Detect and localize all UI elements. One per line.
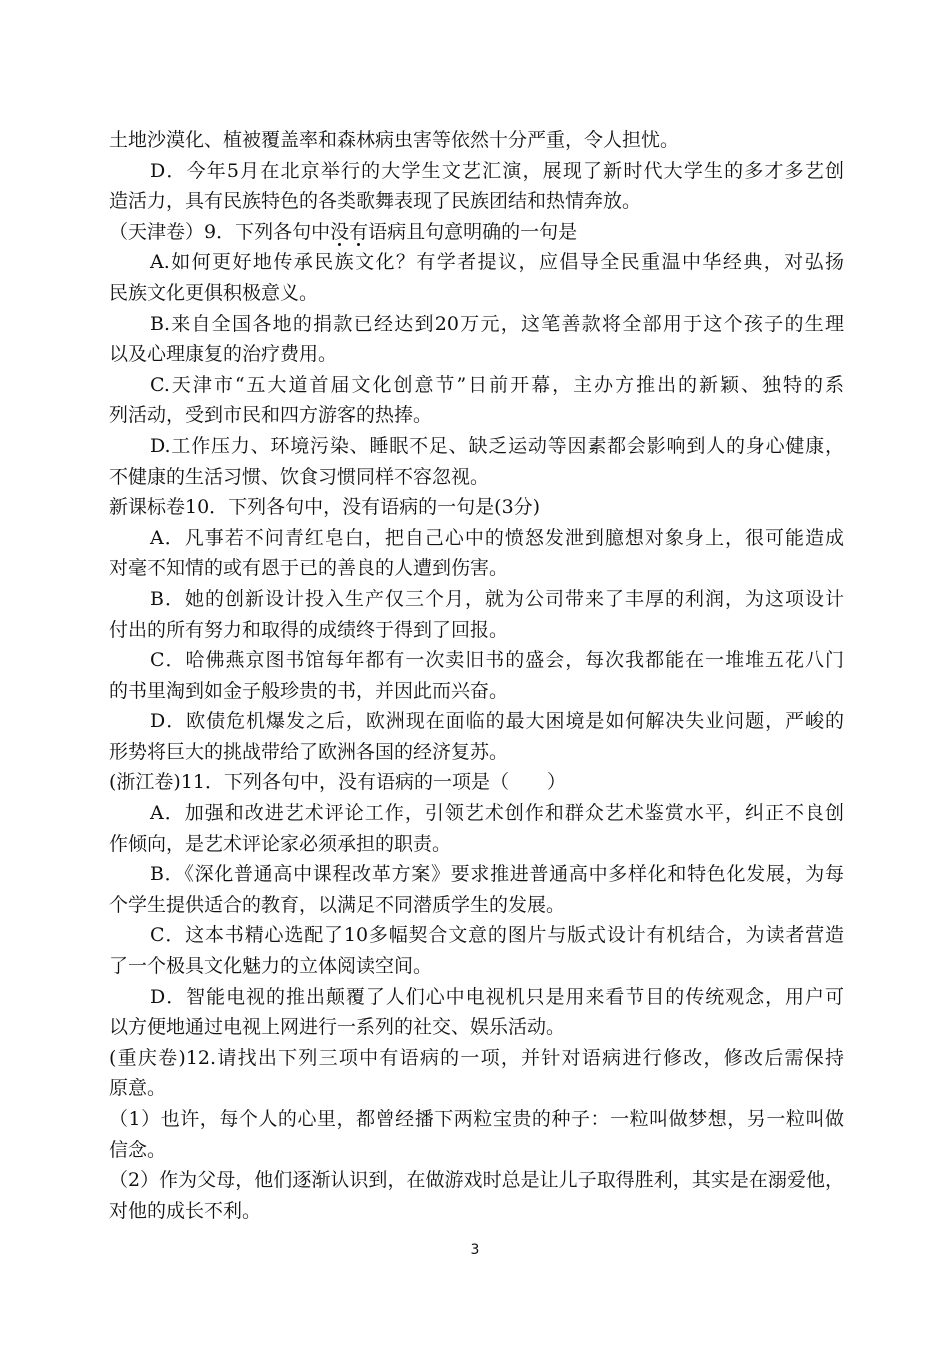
text-line: 以方便地通过电视上网进行一系列的社交、娱乐活动。 bbox=[109, 1016, 566, 1039]
page-number: 3 bbox=[470, 1242, 480, 1258]
text-line: 作倾向，是艺术评论家必须承担的职责。 bbox=[109, 832, 452, 855]
text-line: 列活动，受到市民和四方游客的热捧。 bbox=[109, 404, 433, 427]
text-line: 造活力，具有民族特色的各类歌舞表现了民族团结和热情奔放。 bbox=[109, 190, 642, 213]
text-line: B．她的创新设计投入生产仅三个月，就为公司带来了丰厚的利润，为这项设计 bbox=[150, 587, 844, 610]
text-line: B.来自全国各地的捐款已经达到20万元，这笔善款将全部用于这个孩子的生理 bbox=[150, 312, 844, 335]
text-line: D．今年5月在北京举行的大学生文艺汇演，展现了新时代大学生的多才多艺创 bbox=[150, 159, 844, 182]
text-line: (浙江卷)11．下列各句中，没有语病的一项是（ ） bbox=[109, 771, 567, 794]
text-line: 对他的成长不利。 bbox=[109, 1199, 262, 1222]
text-line: 形势将巨大的挑战带给了欧洲各国的经济复苏。 bbox=[109, 740, 509, 763]
text-line: 以及心理康复的治疗费用。 bbox=[109, 343, 338, 366]
text-line: 原意。 bbox=[109, 1077, 167, 1100]
text-line: (重庆卷)12.请找出下列三项中有语病的一项，并针对语病进行修改，修改后需保持 bbox=[109, 1046, 844, 1069]
text-line: 信念。 bbox=[109, 1138, 167, 1161]
text-line: 土地沙漠化、植被覆盖率和森林病虫害等依然十分严重，令人担忧。 bbox=[109, 129, 680, 151]
text-line: A．凡事若不问青红皂白，把自己心中的愤怒发泄到臆想对象身上，很可能造成 bbox=[150, 526, 844, 549]
text-line: 对毫不知情的或有恩于已的善良的人遭到伤害。 bbox=[109, 557, 509, 580]
text-line: D．智能电视的推出颠覆了人们心中电视机只是用来看节目的传统观念，用户可 bbox=[150, 985, 844, 1008]
text-line: 了一个极具文化魅力的立体阅读空间。 bbox=[109, 955, 433, 978]
text-line: （2）作为父母，他们逐渐认识到，在做游戏时总是让儿子取得胜利，其实是在溺爱他， bbox=[109, 1169, 844, 1192]
text-line: C．哈佛燕京图书馆每年都有一次卖旧书的盛会，每次我都能在一堆堆五花八门 bbox=[150, 649, 844, 672]
text-line: 民族文化更俱积极意义。 bbox=[109, 281, 319, 304]
emphasis-dot-char: 没 bbox=[330, 217, 349, 248]
text-line: A.如何更好地传承民族文化？有学者提议，应倡导全民重温中华经典，对弘扬 bbox=[150, 251, 844, 274]
text-line: 不健康的生活习惯、饮食习惯同样不容忽视。 bbox=[109, 465, 490, 488]
document-body bbox=[109, 125, 844, 1226]
text-line: 新课标卷10．下列各句中，没有语病的一句是(3分) bbox=[109, 496, 541, 519]
text-line: 付出的所有努力和取得的成绩终于得到了回报。 bbox=[109, 618, 509, 641]
text-line: （天津卷）9．下列各句中没有语病且句意明确的一句是 bbox=[109, 217, 844, 248]
text-line: 的书里淘到如金子般珍贵的书，并因此而兴奋。 bbox=[109, 679, 509, 702]
text-line: B．《深化普通高中课程改革方案》要求推进普通高中多样化和特色化发展，为每 bbox=[150, 863, 844, 886]
text-line: 个学生提供适合的教育，以满足不同潜质学生的发展。 bbox=[109, 893, 566, 916]
text-line: D.工作压力、环境污染、睡眠不足、缺乏运动等因素都会影响到人的身心健康， bbox=[150, 434, 844, 457]
text-line: （1）也许，每个人的心里，都曾经播下两粒宝贵的种子：一粒叫做梦想，另一粒叫做 bbox=[109, 1108, 844, 1130]
text-line: C．这本书精心选配了10多幅契合文意的图片与版式设计有机结合，为读者营造 bbox=[150, 924, 844, 947]
text-line: D．欧债危机爆发之后，欧洲现在面临的最大困境是如何解决失业问题，严峻的 bbox=[150, 710, 844, 733]
text-line: A．加强和改进艺术评论工作，引领艺术创作和群众艺术鉴赏水平，纠正不良创 bbox=[150, 802, 844, 825]
emphasis-dot-char: 有 bbox=[349, 217, 368, 248]
text-line: C.天津市“五大道首届文化创意节”日前开幕，主办方推出的新颖、独特的系 bbox=[150, 373, 844, 396]
